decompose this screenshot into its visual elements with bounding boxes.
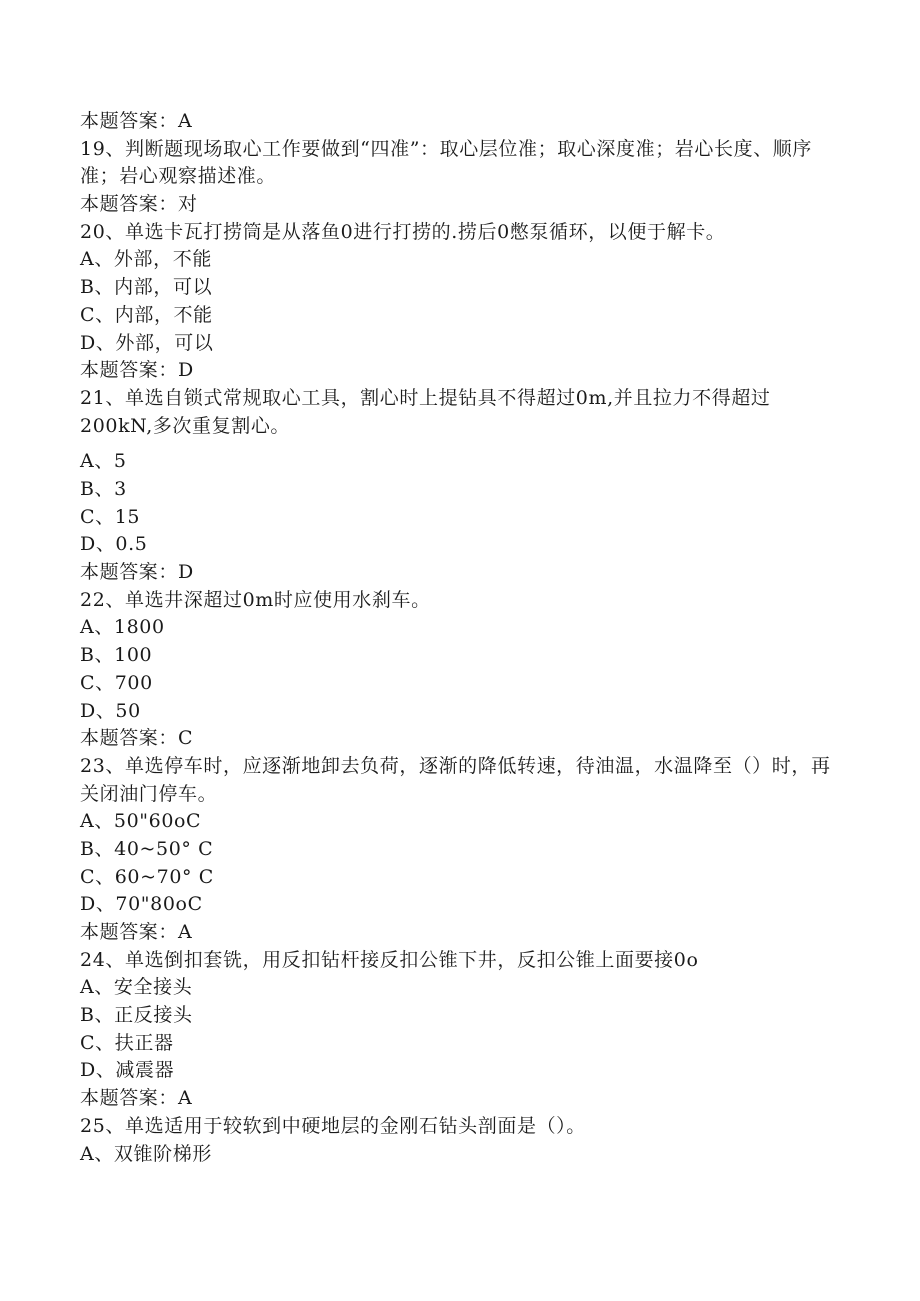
- answer-line: 本题答案：D: [80, 359, 194, 382]
- document-body: [80, 108, 840, 1168]
- answer-line: 本题答案：对: [80, 193, 198, 216]
- question-22: 22、单选井深超过0m时应使用水刹车。: [80, 588, 431, 611]
- option-d: D、减震器: [80, 1059, 175, 1082]
- answer-line: 本题答案：A: [80, 921, 193, 944]
- option-c: C、扶正器: [80, 1031, 174, 1054]
- option-b: B、40~50° C: [80, 837, 214, 860]
- answer-line: 本题答案：A: [80, 1087, 193, 1110]
- option-c: C、700: [80, 671, 153, 694]
- option-b: B、100: [80, 644, 153, 667]
- question-20: 20、单选卡瓦打捞筒是从落鱼0进行打捞的.捞后0憋泵循环，以便于解卡。: [80, 220, 726, 243]
- option-b: B、3: [80, 478, 127, 500]
- option-a: A、50"60oC: [80, 810, 202, 833]
- question-25: 25、单选适用于较软到中硬地层的金刚石钻头剖面是（）。: [80, 1114, 586, 1137]
- option-a: A、5: [80, 450, 127, 473]
- option-a: A、安全接头: [80, 976, 193, 999]
- question-23: 23、单选停车时，应逐渐地卸去负荷，逐渐的降低转速，待油温，水温降至（）时，再关闭油门停车。: [80, 754, 831, 805]
- question-19: 19、判断题现场取心工作要做到“四准”：取心层位准；取心深度准；岩心长度、顺序准；岩心观察描述准。: [80, 137, 813, 188]
- option-a: A、外部，不能: [80, 248, 212, 271]
- answer-line: 本题答案：D: [80, 561, 194, 584]
- spacer: [80, 440, 840, 448]
- question-24: 24、单选倒扣套铣，用反扣钻杆接反扣公锥下井，反扣公锥上面要接0o: [80, 948, 699, 971]
- option-c: C、15: [80, 505, 141, 528]
- option-a: A、1800: [80, 616, 165, 639]
- option-c: C、内部，不能: [80, 303, 213, 326]
- option-d: D、70"80oC: [80, 893, 203, 916]
- answer-line: 本题答案：A: [80, 110, 193, 132]
- option-b: B、正反接头: [80, 1004, 193, 1027]
- option-b: B、内部，可以: [80, 276, 213, 299]
- option-c: C、60~70° C: [80, 865, 214, 888]
- answer-line: 本题答案：C: [80, 727, 194, 750]
- question-21: 21、单选自锁式常规取心工具，割心时上提钻具不得超过0m,并且拉力不得超过200kN,多次重复割心。: [80, 386, 771, 437]
- option-d: D、外部，可以: [80, 331, 214, 354]
- option-a: A、双锥阶梯形: [80, 1142, 212, 1165]
- option-d: D、0.5: [80, 533, 148, 556]
- option-d: D、50: [80, 699, 141, 722]
